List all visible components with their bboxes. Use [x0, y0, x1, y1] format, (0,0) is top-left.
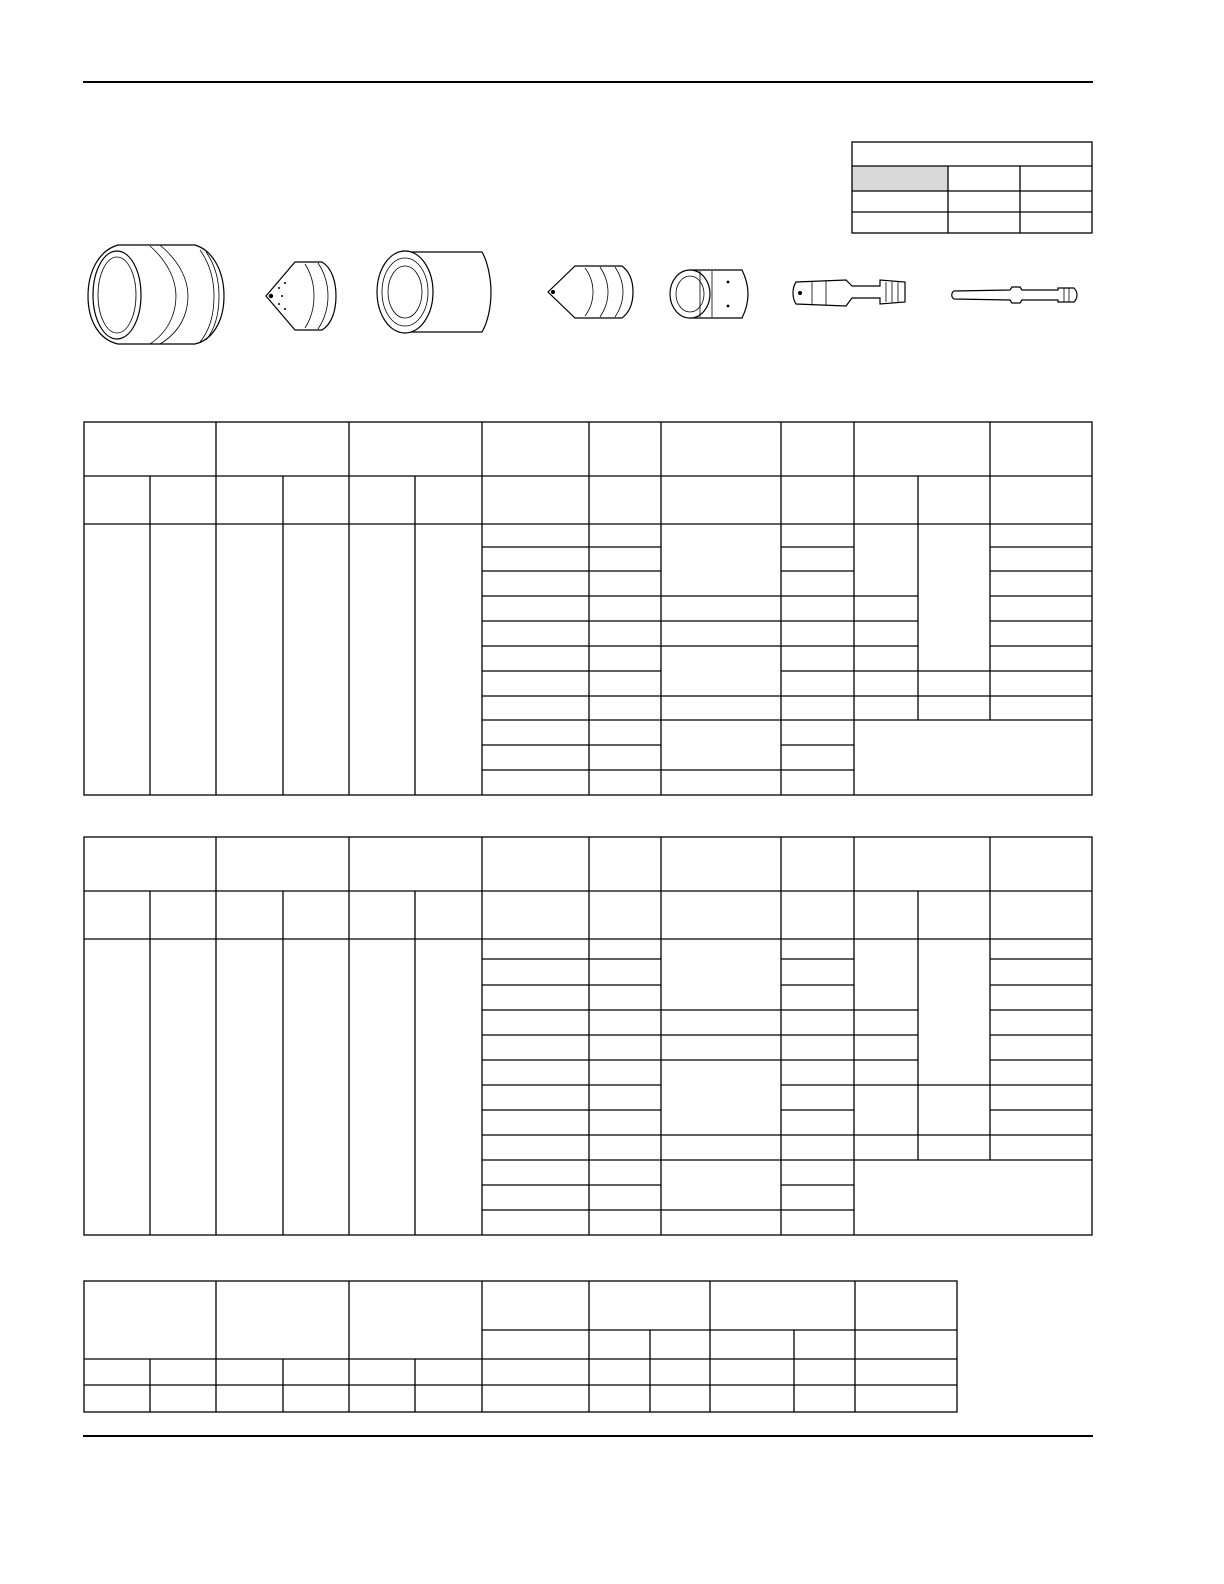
reference-table-header-cell [852, 166, 948, 191]
electrode-drawing [793, 280, 905, 306]
shield-drawing [266, 262, 336, 330]
cut-chart-table-1 [84, 422, 1092, 795]
reference-table [852, 142, 1092, 233]
nozzle-retaining-cap-drawing [377, 251, 491, 333]
nozzle-drawing [548, 266, 633, 318]
shield-orifice [269, 294, 273, 298]
summary-table [84, 1281, 957, 1412]
water-tube-drawing [952, 287, 1077, 303]
nozzle-orifice [551, 290, 555, 294]
retaining-cap-drawing [88, 245, 224, 344]
swirl-ring-drawing [670, 270, 748, 318]
cut-chart-table-2 [84, 837, 1092, 1235]
